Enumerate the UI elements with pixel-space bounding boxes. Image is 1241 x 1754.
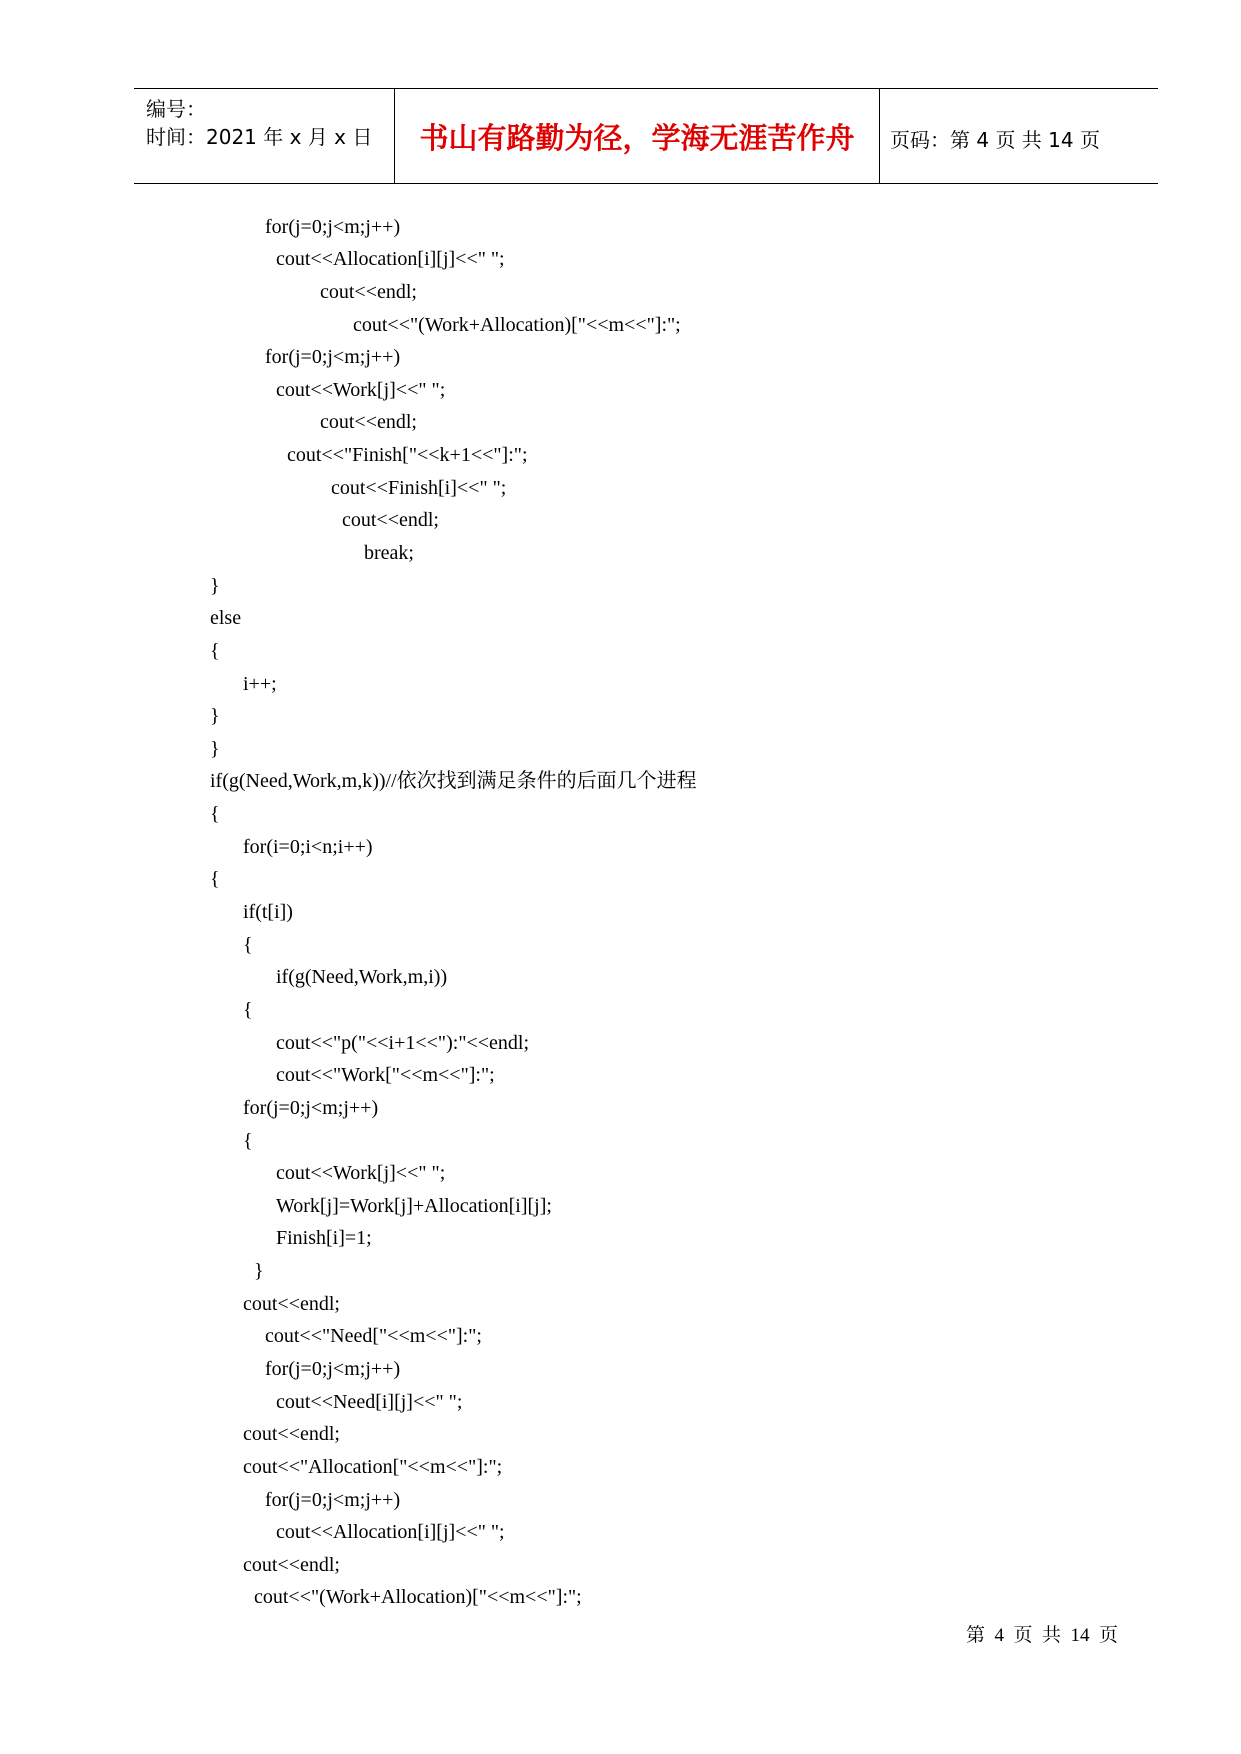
code-line: cout<<Allocation[i][j]<<" ";	[276, 1521, 505, 1543]
header-page-code: 页码：第 4 页 共 14 页	[890, 128, 1100, 152]
code-line: if(g(Need,Work,m,k))//依次找到满足条件的后面几个进程	[210, 770, 697, 792]
code-line: cout<<endl;	[243, 1423, 340, 1445]
code-line: cout<<Work[j]<<" ";	[276, 379, 446, 401]
code-line: else	[210, 607, 242, 629]
code-line: }	[254, 1260, 264, 1282]
code-line: for(j=0;j<m;j++)	[265, 216, 401, 238]
code-line: cout<<"(Work+Allocation)["<<m<<"]:";	[353, 314, 681, 336]
code-line: for(j=0;j<m;j++)	[265, 346, 401, 368]
code-line: cout<<Need[i][j]<<" ";	[276, 1391, 463, 1413]
code-line: cout<<Finish[i]<<" ";	[331, 477, 507, 499]
code-line: cout<<Allocation[i][j]<<" ";	[276, 248, 505, 270]
code-line: if(g(Need,Work,m,i))	[276, 966, 448, 988]
page-footer-number: 第 4 页 共 14 页	[966, 1625, 1119, 1646]
code-line: for(i=0;i<n;i++)	[243, 836, 373, 858]
code-line: }	[210, 705, 220, 727]
header-motto: 书山有路勤为径，学海无涯苦作舟	[419, 121, 855, 155]
code-line: cout<<endl;	[320, 281, 417, 303]
code-line: }	[210, 575, 220, 597]
code-line: cout<<endl;	[243, 1554, 340, 1576]
code-line: Work[j]=Work[j]+Allocation[i][j];	[276, 1195, 552, 1217]
code-line: cout<<"Need["<<m<<"]:";	[265, 1325, 482, 1347]
code-line: Finish[i]=1;	[276, 1227, 372, 1249]
code-line: i++;	[243, 673, 277, 695]
code-line: cout<<"(Work+Allocation)["<<m<<"]:";	[254, 1586, 582, 1608]
code-line: for(j=0;j<m;j++)	[243, 1097, 379, 1119]
code-line: cout<<"Finish["<<k+1<<"]:";	[287, 444, 528, 466]
code-line: {	[243, 1130, 253, 1152]
code-line: if(t[i])	[243, 901, 293, 923]
code-line: {	[243, 999, 253, 1021]
code-line: cout<<endl;	[320, 411, 417, 433]
date-label: 时间：2021 年 x 月 x 日	[146, 125, 373, 149]
code-line: {	[210, 803, 220, 825]
serial-number-label: 编号：	[146, 97, 206, 121]
code-line: cout<<endl;	[243, 1293, 340, 1315]
code-line: break;	[364, 542, 414, 564]
code-line: {	[210, 640, 220, 662]
code-line: {	[210, 868, 220, 890]
code-line: for(j=0;j<m;j++)	[265, 1489, 401, 1511]
code-line: cout<<endl;	[342, 509, 439, 531]
code-line: cout<<"Allocation["<<m<<"]:";	[243, 1456, 503, 1478]
code-line: for(j=0;j<m;j++)	[265, 1358, 401, 1380]
code-line: cout<<Work[j]<<" ";	[276, 1162, 446, 1184]
code-line: }	[210, 738, 220, 760]
code-line: {	[243, 934, 253, 956]
code-line: cout<<"Work["<<m<<"]:";	[276, 1064, 495, 1086]
code-line: cout<<"p("<<i+1<<"):"<<endl;	[276, 1032, 530, 1054]
